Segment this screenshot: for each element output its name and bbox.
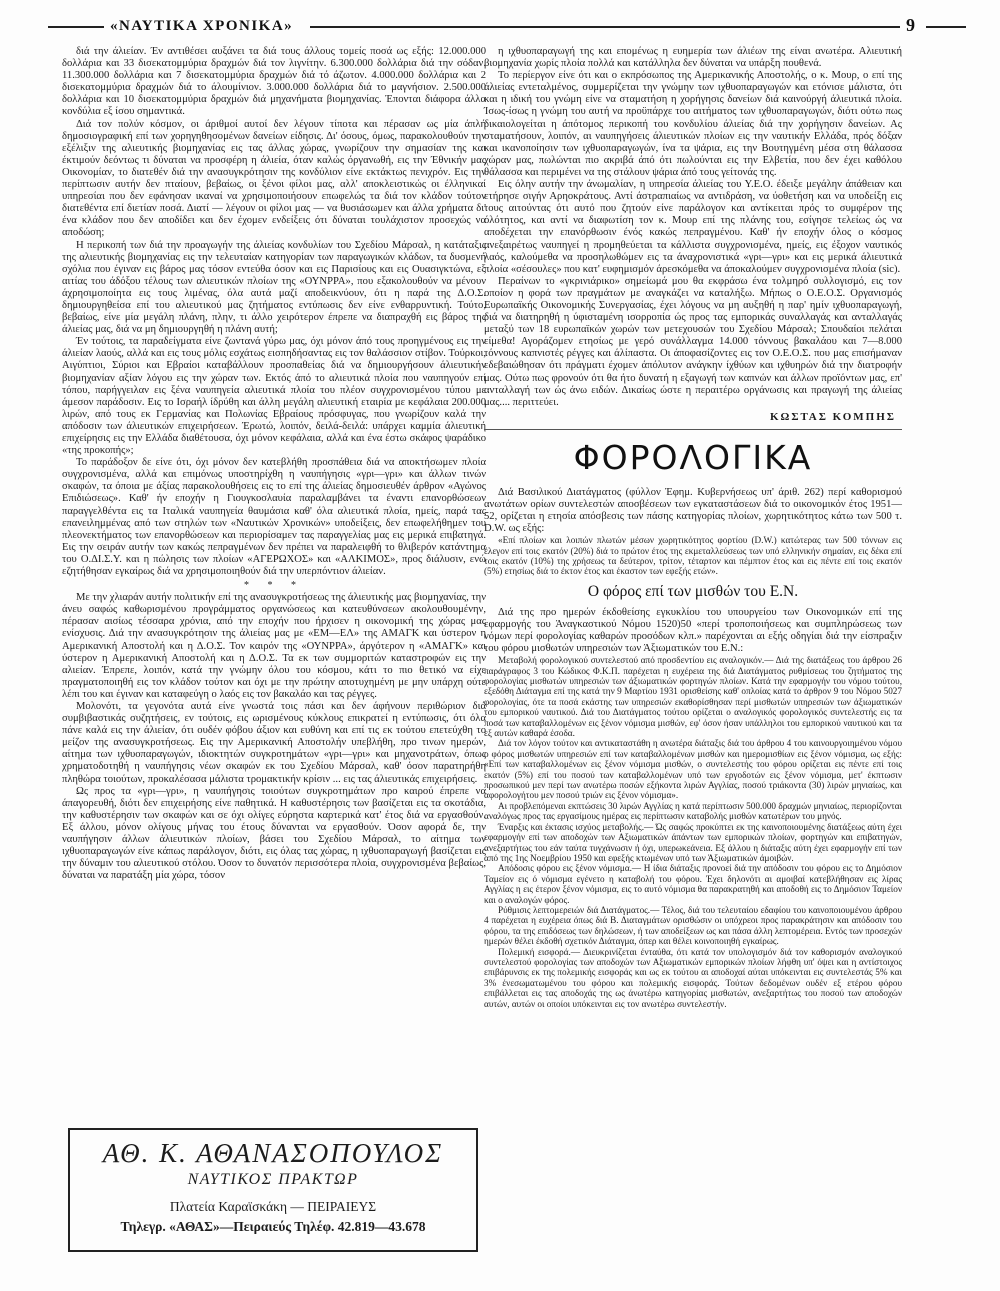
article-paragraph: Έν τούτοις, τα παραδείγματα είνε ζωντανά γύρω μας, όχι μόνον άπό τους προηγμένους εις την άλιείαν λαούς, αλλά και εις τους μόλις εσχάτως εισπηδήσαντας εις τον θαλάσσιον στίβον. Τούρκοι, Αιγύπτιοι, Σύριοι και Εβραίοι καταβάλλουν προσπαθείας διά να δημιουργήσουν άλιευτικήν βιομηχανίαν αξίαν λόγου εις την χώραν των. Εκτός άπό το αλιευτικά πλοία που ναυπηγούν επί τόπου, παρήγγειλαν εις ξένα ναυπηγεία αλιευτικά πλοία του πλέον συγχρονισμένου τύπου με άμεσον παράδοσιν. Εις το Ισραήλ ίδρύθη και άλλη μεγάλη αλιευτική εταιρία με κεφάλαια 200.000 λιρών, από τους εκ Γερμανίας και Πολωνίας Εβραίους πρόσφυγας, που γνωρίζουν καλά την απόδοσιν των άλιευτικών επιχειρήσεων. Έρωτώ, λοιπόν, δειλά-δειλά: υπάρχει καμμία άλιευτική επιχείρησις εις την Ελλάδα διαθέτουσα, όχι μόνον κεφάλαια, αλλά και ένα έστω σκάφος ψαράδικο «της προκοπής»; [62, 336, 486, 457]
right-article-column [484, 46, 902, 1009]
advert-address: Πλατεία Καραϊσκάκη — ΠΕΙΡΑΙΕΥΣ [169, 1199, 377, 1214]
article-paragraph: Εις όλην αυτήν την άνωμαλίαν, η υπηρεσία άλιείας του Υ.Ε.Ο. έδειξε μεγάλην άπάθειαν και ετήρησε σιγήν Αρηοκράτους. Αντί άστραπιαίως να αντιδράση, να ύοθετήση και να υποδείξη εις τους αιτούντας ότι αυτό που ζητούν είνε παράλογον και αντίκειται πρός το συμφέρον της όλότητος, και αντί να διαφωτίση τον κ. Μουρ επί της πλάνης του, εσίγησε τελείως ώς να αποδέχεται την επανόρθωσιν ένός κακώς πεπραγμένου. Καθ' ήν εποχήν όλος ο κόσμος ανεξαιρέτως ναυπηγεί η προμηθεύεται τα κάλλιστα συγχρονισμένα, ημείς, εις έξοχον ναυτικός λαός, καλούμεθα να προσηλωθώμεν εις τα άναχρονιστικά «γρι—γρι» και εις μερικά άλιευτικά πλοία «σέσουλες» που κατ' ευφημισμόν άρεσκόμεθα να άποκαλούμεν συγχρονισμένα πλοία (sic). [484, 179, 902, 275]
advert-role: ΝΑΥΤΙΚΟΣ ΠΡΑΚΤΩΡ [187, 1171, 359, 1188]
article-signature: ΚΩΣΤΑΣ ΚΟΜΠΗΣ [769, 410, 896, 423]
shipping-agent-advert [68, 1128, 478, 1252]
article-paragraph: Μολονότι, τα γεγονότα αυτά είνε γνωστά τοις πάσι και δεν άφήνουν περιθώριον διά συμβιβαστικάς συζητήσεις, εν τούτοις, εις ωρισμένους κύκλους επικρατεί η εντύπωσις, ότι όλα πάνε καλά εις την άλιείαν, ότι ουδέν φόβου άξιον και ευθύνη και επί τις εκ τούτου επετεύχθη το μείζον της ανασυγκροτήσεως. Εις την Αμερικανική Αποστολήν υπεβλήθη, προ τινων ημερών, αίτημα των ιχθυοπαραγωγών, ιδιοκτητών συγκροτημάτων «γρι—γρι» και μηχανοτράτων, όπως χρηματοδοτηθή η ναυπήγησις νέων σκαφών εκ του Σχεδίου Μάρσαλ, καθ' όσον παρατηρήθη πληθώρα τοιούτων, προκαλέσασα μάλιστα τρομακτικήν κρίσιν ... εις τας άλιευτικάς επιχειρήσεις. [62, 700, 486, 785]
tax-quote-paragraph: «Επί πλοίων και λοιπών πλωτών μέσων χωρητικότητος φορτίου (D.W.) κατώτερας των 500 τόννων εις έλεγον επί τοις εκατόν (20%) διά το πρώτον έτος της εκμεταλλεύσεως των υπό ελληνικήν σημαίαν, εις δέκα επί τοις εκατόν (10%) της χρήσεως τα δεύτερον, τρίτον, τέταρτον και πέμπτον έτος και εις πέντε επί τοις εκατόν (5%) ετησίως διά το έκτον έτος και έκαστον των εφεξής ετών». [484, 535, 902, 577]
newspaper-title: «ΝΑΥΤΙΚΑ ΧΡΟΝΙΚΑ» [110, 18, 294, 34]
masthead-rule-left [48, 26, 104, 28]
wage-paragraph: Διά της προ ημερών έκδοθείσης εγκυκλίου του υπουργείου των Οικονομικών επί της εφαρμογής του Άναγκαστικού Νόμου 1520)50 «περί τροποποιήσεως και συμπληρώσεως των νόμων περί φορολογίας καθαρών προσόδων κλπ.» παρέχονται αι εξής οδηγίαι διά την είσπραξιν του φόρου μισθωτών υπηρεσιών των Άξιωματικών του Ε.Ν.: [484, 606, 902, 655]
tax-paragraph: Διά Βασιλικού Διατάγματος (φύλλον Έφημ. Κυβερνήσεως υπ' άριθ. 262) περί καθορισμού ανωτάτων ορίων συντελεστών αποσβέσεων των εγκαταστάσεων διά το οικονομικόν έτος 1951—52, ορίζεται η ετησία απόσβεσις των πάσης κατηγορίας πλοίων, χωρητικότητος κάτω των 500 τ. D.W. ως εξής: [484, 486, 902, 535]
wage-paragraph: Μεταβολή φορολογικού συντελεστού από προσδεντίου εις αναλογικόν.— Διά της διατάξεως του άρθρου 26 παράγραφος 3 του Κώδικος Φ.Κ.Π. παρέχεται η ευχέρεια της διά Διατάγματος ρυθμίσεως του ζητήματος της φορολογίας μισθωτών υπηρεσιών των άξιωματικών φορτηγών πλοίων. Κατά την εφαρμογήν του νόμου τούτου, εξεδόθη Διάταγμα επί της κατά την 9 Μαρτίου 1931 ορισθείσης καθ' οπλοίας κατά το άρθρον 9 του Νόμου 5027 φορολογίας, ότε τα ποσά εκάστης των υπηρεσιών εκαθορίσθησαν περί μισθωτών υπηρεσιών των άξιωματικών του εμπορικού ναυτικού. Διά του Διατάγματος τούτου ορίζεται ο αναλογικός φορολογικός συντελεστής εις τα ποσά των καταβαλλομένων εις ξένον νόμισμα μισθών, εφ' όσον ήσαν υπάλληλοι του εμπορικού ναυτικού και τα εξ αυτών καθαρά έσοδα. [484, 655, 902, 739]
article-paragraph: η ιχθυοπαραγωγή της και επομένως η ευημερία των άλιέων της είναι ανωτέρα. Αλιευτική βιομηχανία χωρίς πλοία πολλά και κατάλληλα δεν δύναται να υπάρξη πουθενά. [484, 46, 902, 70]
wage-tax-subtitle: Ο φόρος επί των μισθών του Ε.Ν. [587, 582, 799, 600]
article-paragraph: διά την άλιείαν. Έν αντιθέσει αυξάνει τα διά τους άλλους τομείς ποσά ως εξής: 12.000.000 δολλάρια και 33 δισεκατομμύρια δραχμών διά τον λιγνίτην. 6.300.000 δολλάρια διά την σόδαν. 11.300.000 δολλάρια και 7 δισεκατομμύρια δραχμών διά τό άζωτον. 4.000.000 δολλάρια και 2 δισεκατομμύρια δραχμών διά το άλουμίνιον. 3.000.000 δολλάρια διά το μαγνήσιον. 2.500.000 δολλάρια και 10 δισεκατομμύρια δραχμών διά μηχανήματα βιομηχανίας. Έπονται διάφορα άλλα κονδύλια εξ ίσου σημαντικά. [62, 46, 486, 118]
column-divider [484, 429, 902, 430]
page-number: 9 [906, 15, 915, 35]
masthead [48, 15, 968, 40]
section-title-tax: ΦΟΡΟΛΟΓΙΚΑ [573, 437, 813, 477]
wage-paragraph: Αι προβλεπόμεναι εκπτώσεις 30 λιρών Αγγλίας η κατά περίπτωσιν 500.000 δραχμών μηνιαίως, περιορίζονται αναλόγως προς τας εργασίμους ημέρας εις περίπτωσιν καταβολής μισθών κατωτέρων του μηνός. [484, 800, 902, 822]
tax-quote [484, 535, 902, 577]
wage-paragraph: Πολεμική εισφορά.— Διευκρινίζεται ένταύθα, ότι κατά τον υπολογισμόν διά τον καθορισμόν αναλογικού συντελεστού φορολογίας των αποδοχών των Αξιωματικών εμπορικών πλοίων λήφθη υπ' όψει και η αντίστοιχος επιβάρυνσις εκ της πολεμικής εισφοράς και ως εκ τούτου αι αποδοχαί αύται υπόκεινται εις συντελεστάς 5% και 3% ένεσωματωμένου του φόρου και πολεμικής εισφοράς. Τούτων δεδομένων ουδέν εξ ετέρου φόρου επιβάλλεται εις τας αποδοχάς της ως άνωτέρω κατηγορίας μισθωτών, ανεξαρτήτως του ποσού των αποδοχών αυτών, αυτών οι οποίοι υπόκεινται εις τον ανωτέρω συντελεστήν. [484, 946, 902, 1009]
article-paragraph: Ως προς τα «γρι—γρι», η ναυπήγησις τοιούτων συγκροτημάτων προ καιρού έπρεπε να άπαγορευθή, διότι δεν επιχειρήσης είνε παθητικά. Η καθυστέρησις των βασίζεται εις τα σκοτάδια, την καθυστέρησιν των σκαφών και σε όχι ολίγες εύρηστα καρτερικά κατ' έτος διά να εργασθούν. Εξ άλλου, μόνον ολίγους μήνας του έτους δύνανται να εργασθούν. Όσον αφορά δε, την ναυπήγησιν άλλων άλιευτικών πλοίων, βάσει του Σχεδίου Μάρσαλ, το αίτημα των ιχθυοπαραγωγών είνε κάπως παράλογον, διότι, εις όλας τας χώρας, η ιχθυοπαραγωγή βασίζεται εις την δύναμιν του αλιευτικού στόλου. Όσον το δυνατόν περισσότερα πλοία, συγχρονισμένα βεβαίως, δύναται να παρατάξη μία χώρα, τόσον [62, 785, 486, 882]
wage-paragraph: Έναρξις και έκτασις ισχύος μεταβολής.— Ώς σαφώς προκύπτει εκ της καινοποιουμένης διατάξεως αύτη έχει εφαρμογήν επί των αποδοχών των Αξιωματικών άπάντων των εμπορικών πλοίων, φορτηγών και επιβατηγών, ανεξαρτήτως του εάν ταύτα τυγχάνωσιν ή όχι, υπερωκεάνεια. Εξ άλλου η διάταξις αύτη έχει εφαρμογήν επί των από της 1ης Νοεμβρίου 1950 και εφεξής κτωμένων υπό των Άξιωματικών άμοιβών. [484, 821, 902, 863]
article-paragraph: Με την χλιαράν αυτήν πολιτικήν επί της ανασυγκροτήσεως της άλιευτικής μας βιομηχανίας, την άνευ σαφώς καθωρισμένου προγράμματος οργανώσεως και κατευθύνσεων ακολουθουμένην, πέρασαν αισίως τέσσαρα χρόνια, από την εποχήν που ήρχισεν η οικονομική της χώρας μας ενίσχυσις. Διά την ανασυγκρότησιν της άλιείας μας με «ΕΜ—ΕΛ» της ΑΜΑΓΚ και ύστερον η Αμερικανική Αποστολή και η Δ.Ο.Σ. Τον καιρόν της «ΟΥΝΡΡΑ», άργότερον η «ΑΜΑΓΚ» και ύστερον η Αμερικανική Αποστολή και η Δ.Ο.Σ. Τα εκ των συμμοριτών καταστροφών εις την αλιείαν. Έπρεπε, λοιπόν, κατά την γνώμην όλου του κόσμου, κάτι το πιο θετικό να είχε πραγματοποιηθή εις τον κλάδον τούτον και όχι με την πρώτην αποτυχημένη με μην υπάρχη ούτε λέπι του και έγιναν και καταφεύγη ο λαός εις τον βακαλάο και τας ρέγγες. [62, 592, 486, 700]
left-article-column [62, 46, 486, 882]
wage-paragraph: Διά τον λόγον τούτον και αντικαταστάθη η ανωτέρα διάταξις διά του άρθρου 4 του καινουργοιημένου νόμου ο φόρος μισθωτών υπηρεσιών επί των καταβαλλομένων μισθών και ημερομισθίων εις ξένον νόμισμα, ως εξής: «Επί των καταβαλλομένων εις ξένον νόμισμα μισθών, ο συντελεστής του φόρου ορίζεται εις πέντε επί τοις εκατόν (5%) επί του ποσού των καταβαλλομένων υπό των εργοδοτών εις ξένον νόμισμα, μετ' έκπτωσιν προσωπικού μεν περί των ανωτέρω ποσών εξήκοντα λιρών Αγγλίας, ποσού τριάκοντα (30) λιρών μηνιαίως, και αφορολογήτου μεν ποσού τριών εις ξένον νόμισμα». [484, 738, 902, 801]
wage-details [484, 655, 902, 1009]
masthead-rule-right [310, 26, 900, 28]
section-separator: * * * [244, 580, 304, 592]
masthead-rule-end [926, 26, 966, 28]
wage-paragraph: Απόδοσις φόρου εις ξένον νόμισμα.— Η ίδια διάταξις προνοεί διά την απόδοσιν του φόρου εις το Δημόσιον Ταμείον εις ό νόμισμα εγένετο η καταβολή του φόρου. Έχει δηλονότι αι αμοιβαί κατεβλήθησαν εις λίρας Αγγλίας η εις έτερον ξένον νόμισμα, εις το αυτό νόμισμα θα παρακρατηθή και αποδοθή εις το Δημόσιον Ταμείον και ο αναλογών φόρος. [484, 863, 902, 905]
article-paragraph: Η περικοπή των διά την προαγωγήν της άλιείας κονδυλίων του Σχεδίου Μάρσαλ, η κατάταξις της αλιευτικής βιομηχανίας εις την τελευταίαν κατηγορίαν των παραγωγικών κλάδων, τα δυσμενή σχόλια που έγιναν εις βάρος μας τόσον εντεύθα όσον και εις Παρισίους και εις Ουασιγκτώνα, εξ αιτίας του άδόξου τέλους των αλιευτικών πλοίων της «ΟΥΝΡΡΑ», που εξακολουθούν να μένουν άχρησιμοποίητα εις τους λιμένας, όλα αυτά μαζί αποδεικνύουν, ότι η παρά της Δ.Ο.Σ. δημιουργηθείσα επί του αλιευτικού μας ζητήματος εντύπωσις δεν είνε ενθαρρυντική. Τούτο, βεβαίως, είνε μία μεγάλη πλάνη, πλην, τι άλλο χειρότερον έπρεπε να διαπραχθή εις βάρος της άλιείας μας, διά να μη δημιουργηθή η πλάνη αυτή; [62, 239, 486, 336]
article-paragraph: Το παράδοξον δε είνε ότι, όχι μόνον δεν κατεβλήθη προσπάθεια διά να αποκτήσωμεν πλοία συγχρονισμένα, αλλά και επιμόνως υποστηρίχθη η ναυπήγησις «γρι—γρι» και άλλων τινών σκαφών, τα όποια με άξίας παρακολουθήσεις εις το επί της άλιείας δημοσιευθέν άρθρον «Αγώνος Επιδιώσεως». Καθ' ήν εποχήν η Γιουγκοσλαυία παραλαμβάνει τα έναντι επανορθώσεων παραγγελθέντα εις τα Ιταλικά ναυπηγεία θαυμάσια καθ' όλα αλιευτικά πλοία, ημείς, παρά τας επανειλημμένας από των στηλών των «Ναυτικών Χρονικών» υποδείξεις, δεν επωφελήθημεν του πλεονεκτήματος των επανορθώσεων και περιορίσαμεν τας παραγγελίας μας εις μερικά επιβατηγά. Εις την σειράν αυτήν των κακώς πεπραγμένων δεν πρέπει να παραλειφθή το θλιβερόν κατάντημα του Ο.ΔΙ.Σ.Υ. και η πώλησις των πλοίων «ΑΓΕΡΩΧΟΣ» και «ΑΛΚΙΜΟΣ», προς διάλυσιν, ενώ εζητήθησαν εγκαίρως διά να χρησιμοποιηθούν διά την υπερπόντιον άλιείαν. [62, 457, 486, 578]
article-paragraph: Διά τον πολύν κόσμον, οι άριθμοί αυτοί δεν λέγουν τίποτα και πέρασαν ως μία άπλή δημοσιογραφική επί των χορηγηθησομένων δανείων είδησις. Δι' όσους, όμως, παρακολουθούν την εξέλιξιν της αλιευτικής βιομηχανίας εις τας άλλας χώρας, γνωρίζουν την σημασίαν της και έκτιμούν δεόντως τι δύναται να προσφέρη η άλιεία, όταν καλώς όργανωθή, εις την Έθνικήν μας Οικονομίαν, το διατεθέν διά την ανασυγκρότησιν της κονδύλιον είνε εκτάκτως πενιχρόν. Εις την περίπτωσιν αυτήν δεν πταίουν, βεβαίως, οι ξένοι φίλοι μας, αλλ' αποκλειστικώς οι έλληνικαί υπηρεσίαι που δεν εφάνησαν ικαναί να χρησιμοποιήσουν επωφελώς τα διά τον κλάδον τούτον διατεθέντα επί διετίαν ποσά. Διατί — λέγουν οι φίλοι μας — να θυσιάσωμεν και άλλα χρήματα δι' ένα κλάδον που δεν αποδίδει και δεν έχομεν ενδείξεις ότι δύναται τουλάχιστον προσεχώς να αποδώση; [62, 118, 486, 239]
advert-company-name: ΑΘ. Κ. ΑΘΑΝΑΣΟΠΟΥΛΟΣ [102, 1138, 444, 1168]
wage-paragraph: Ρύθμισις λεπτομερειών διά Διατάγματος.— Τέλος, διά του τελευταίου εδαφίου του καινοποιουμένου άρθρου 4 παρέχεται η ευχέρεια όπως διά Β. Διαταγμάτων ορισθώσιν οι υπόχρεοι προς παρακράτησιν και απόδοσιν του φόρου, τα της επιδόσεως των δηλώσεων, ή των αποδείξεων ως και πάσα άλλη λεπτομέρεια. Εντός των προσεχών ημερών θέλει έκδοθή σχετικόν Διάταγμα, όπερ και θέλει κοινοποιηθή εγκαίρως. [484, 904, 902, 947]
advert-contact: Τηλεγρ. «ΑΘΑΣ»—Πειραιεύς Τηλέφ. 42.819—43.678 [120, 1219, 426, 1234]
article-paragraph: Το περίεργον είνε ότι και ο εκπρόσωπος της Αμερικανικής Αποστολής, ο κ. Μουρ, ο επί της άλιείας εντεταλμένος, συμμερίζεται την γνώμην των ιχθυοπαραγωγών και ετόνισε μάλιστα, ότι και η ιδική του γνώμη είνε να σταματήση η χορήγησις δανείων διά καινούργή άλιευτικά πλοία. Ίσως-ίσως η γνώμη του αυτή να προϋπάρχε του αιτήματος των ιχθυοπαραγωγών, διότι ούτω πως δικαιολογείται η άπότομος περικοπή του κονδυλίου άλιείας διά την χορήγησιν δανείων. Ας σταματήσουν, λοιπόν, αι ναυπηγήσεις άλιευτικών πλοίων εις την ναυτικήν Ελλάδα, πρός δόξαν και ικανοποίησιν των ιχθυοπαραγωγών, ίνα τα ψάρια, εις την Βουτηγμένη μέσα στη θάλασσα χώραν μας, πωλώνται πιο ακριβά άπό ότι πωλούνται εις την Ελβετία, που δεν έχει καθόλου θάλασσα και περιμένει να της στάλουν ψάρια άπό τους γείτονάς της. [484, 70, 902, 178]
article-paragraph: Περαίνων το «γκρινιάρικο» σημείωμά μου θα εκφράσω ένα τολμηρό συλλογισμό, εις τον οποίον η φορά των πραγμάτων με αναγκάζει να καταλήξω. Μήπως ο Ο.Ε.Ο.Σ. Οργανισμός Ευρωπαϊκής Οικονομικής Συνεργασίας, έχει λόγους να μη αυξηθή η παρ' ημίν ιχθυοπαραγωγή, διά να διατηρηθή η ύφισταμένη ισορροπία ώς προς τας εμπορικάς συναλλαγάς και ανταλλαγάς μεταξύ των 18 ευρωπαϊκών χωρών των μετεχουσών του Σχεδίου Μάρσαλ; Σπουδαίοι πελάται είμεθα! Αγοράζομεν ετησίως με γερό συνάλλαγμα 14.000 τόννους βακαλάου και 7—8.000 τόννους καπνιστές ρέγγες και άλίπαστα. Οι άποφασίζοντες εις τον Ο.Ε.Ο.Σ. που μας επισήμαναν εδεβαιώθησαν ότι πράγματι έχομεν άπόλυτον ανάγκην ίχθύων και ιχθυηρών διά την διατροφήν μας. Ούτω πως φρονούν ότι θα ήτο δυνατή η εξαγωγή των καπνών και άλλων προϊόντων μας, επ' ανταλλαγή των ώς άνω ειδών. Δικαίως ώστε η περαιτέρω οργάνωσις και πραγωγή της άλιείας μας.... περιττεύει. [484, 275, 902, 408]
